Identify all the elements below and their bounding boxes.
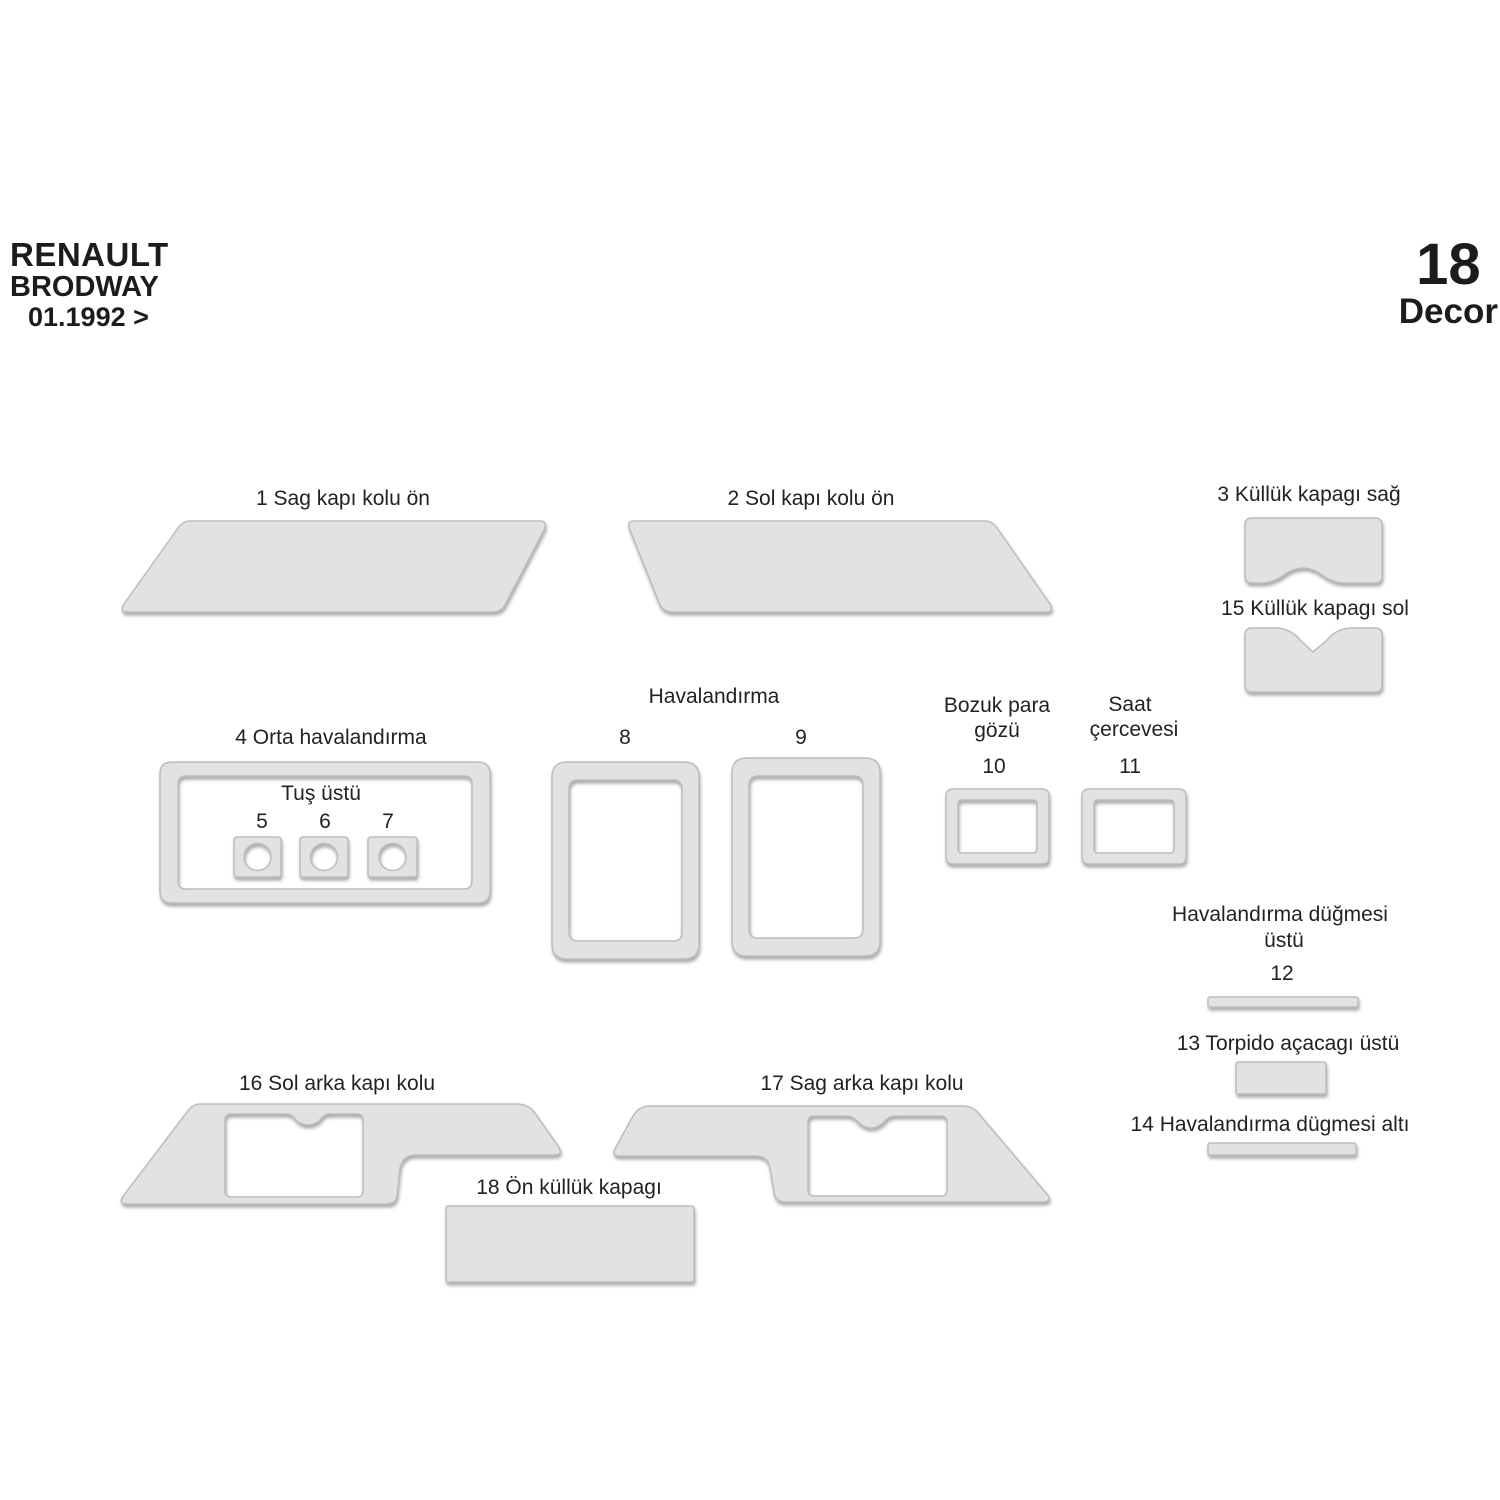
label-part-6: 6	[319, 810, 331, 833]
label-ventilation-group: Havalandırma	[648, 685, 780, 708]
label-part-14: 14 Havalandırma dügmesi altı	[1130, 1113, 1410, 1136]
label-coin-tray-line1: Bozuk para	[943, 694, 1051, 717]
part-18-front-ashtray-cover	[446, 1206, 694, 1282]
label-part-11: 11	[1119, 755, 1141, 778]
part-15-left-ashtray-cover	[1245, 628, 1382, 692]
part-17-right-rear-handle	[614, 1106, 1049, 1202]
part-6-button-cap	[300, 837, 348, 877]
model-label: BRODWAY	[10, 271, 159, 303]
label-part-12: 12	[1270, 962, 1294, 985]
label-part-7: 7	[382, 810, 394, 833]
label-clock-line1: Saat	[1108, 693, 1152, 716]
label-part-5: 5	[256, 810, 268, 833]
make-label: RENAULT	[10, 236, 169, 273]
part-5-button-cap	[234, 837, 281, 877]
label-vent-button-line2: üstü	[1264, 929, 1304, 952]
part-11-clock-frame	[1082, 789, 1186, 864]
part-3-right-ashtray-cover	[1245, 518, 1382, 583]
label-part-15: 15 Küllük kapagı sol	[1221, 597, 1409, 620]
label-part-2: 2 Sol kapı kolu ön	[727, 487, 895, 510]
part-12-vent-button-top	[1208, 997, 1358, 1007]
label-button-tops: Tuş üstü	[281, 782, 361, 805]
label-part-8: 8	[619, 726, 631, 749]
label-part-1: 1 Sag kapı kolu ön	[256, 487, 430, 510]
part-1-right-front-handle	[122, 521, 545, 612]
year-label: 01.1992 >	[28, 302, 149, 332]
part-14-vent-button-bottom	[1208, 1143, 1356, 1155]
label-coin-tray-line2: gözü	[974, 719, 1020, 742]
part-13-glovebox-opener-top	[1236, 1062, 1326, 1094]
piece-count: 18	[1416, 232, 1481, 297]
part-8-vent-frame	[552, 762, 699, 959]
label-part-13: 13 Torpido açacagı üstü	[1176, 1032, 1400, 1055]
label-part-16: 16 Sol arka kapı kolu	[238, 1072, 436, 1095]
part-10-coin-tray-frame	[946, 789, 1049, 864]
part-2-left-front-handle	[629, 521, 1052, 612]
label-part-17: 17 Sag arka kapı kolu	[760, 1072, 964, 1095]
decor-label: Decor	[1398, 292, 1498, 331]
label-clock-line2: çercevesi	[1089, 718, 1179, 741]
part-9-vent-frame	[732, 758, 880, 956]
label-part-9: 9	[795, 726, 807, 749]
label-part-10: 10	[982, 755, 1006, 778]
label-part-4: 4 Orta havalandırma	[235, 726, 427, 749]
label-vent-button-line1: Havalandırma düğmesi	[1172, 903, 1388, 926]
part-7-button-cap	[368, 837, 417, 877]
label-part-18: 18 Ön küllük kapagı	[476, 1176, 662, 1199]
label-part-3: 3 Küllük kapagı sağ	[1217, 483, 1401, 506]
